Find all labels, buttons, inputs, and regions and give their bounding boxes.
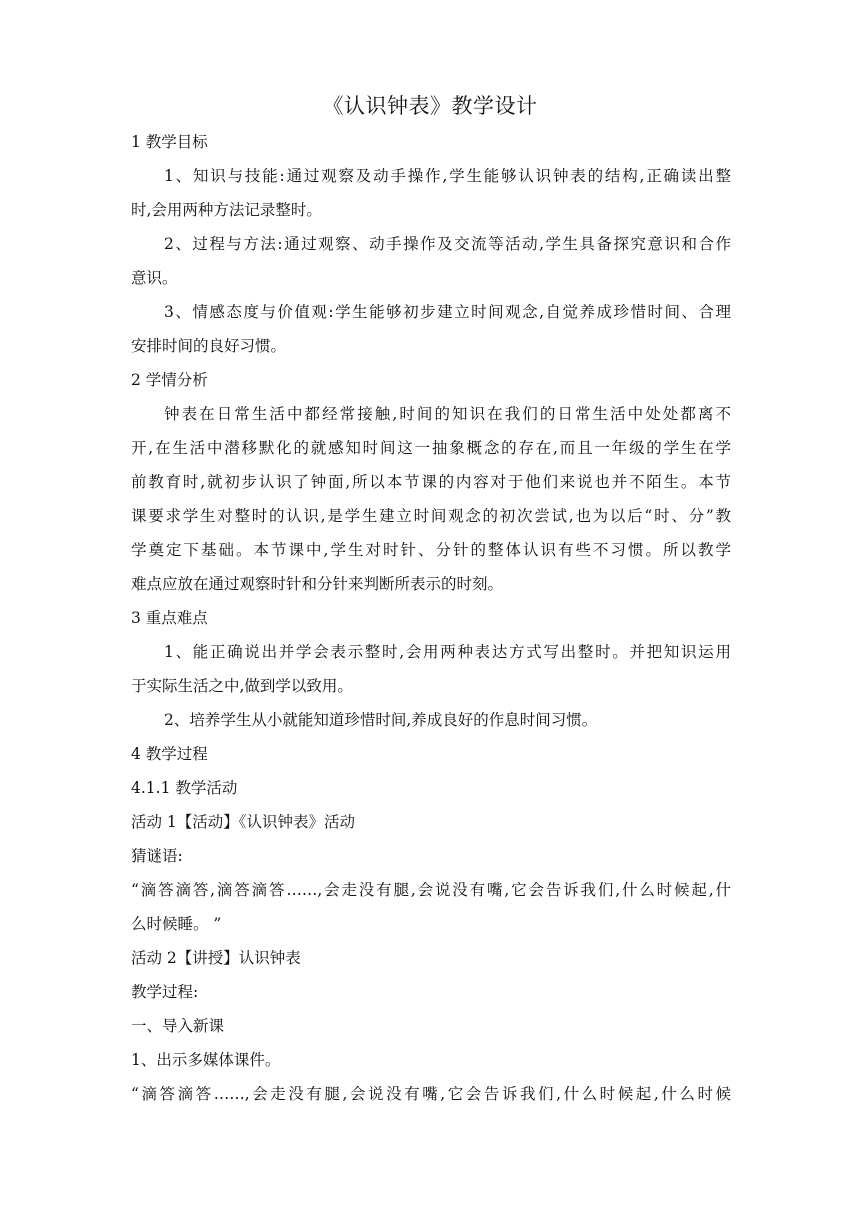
paragraph-line: 课要求学生对整时的认识,是学生建立时间观念的初次尝试,也为以后“时、分”教: [131, 507, 731, 525]
paragraph-line: 安排时间的良好习惯。: [131, 337, 287, 355]
paragraph-line: 时,会用两种方法记录整时。: [131, 201, 322, 219]
paragraph-line: 意识。: [131, 269, 178, 287]
paragraph-line: 2、培养学生从小就能知道珍惜时间,养成良好的作息时间习惯。: [164, 711, 598, 729]
paragraph-line: 么时候睡。 ”: [131, 915, 222, 933]
activity-heading: 活动 2【讲授】认识钟表: [131, 949, 301, 967]
paragraph-line: 学奠定下基础。本节课中,学生对时针、分针的整体认识有些不习惯。所以教学: [131, 541, 731, 559]
section-heading-process: 4 教学过程: [131, 745, 208, 763]
document-title: 《认识钟表》教学设计: [322, 94, 538, 118]
subsection-heading: 4.1.1 教学活动: [131, 779, 238, 797]
paragraph-line: 钟表在日常生活中都经常接触,时间的知识在我们的日常生活中处处都离不: [164, 405, 731, 423]
section-heading-key-points: 3 重点难点: [131, 609, 208, 627]
paragraph-line: 1、能正确说出并学会表示整时,会用两种表达方式写出整时。并把知识运用: [164, 643, 731, 661]
paragraph-line: 3、情感态度与价值观:学生能够初步建立时间观念,自觉养成珍惜时间、合理: [164, 303, 731, 321]
paragraph-line: 教学过程:: [131, 983, 199, 1001]
paragraph-line: 开,在生活中潜移默化的就感知时间这一抽象概念的存在,而且一年级的学生在学: [131, 439, 731, 457]
paragraph-line: 1、出示多媒体课件。: [131, 1051, 281, 1069]
section-heading-objectives: 1 教学目标: [131, 133, 208, 151]
paragraph-line: 于实际生活之中,做到学以致用。: [131, 677, 353, 695]
paragraph-line: 1、知识与技能:通过观察及动手操作,学生能够认识钟表的结构,正确读出整: [164, 167, 731, 185]
activity-heading: 活动 1【活动】《认识钟表》活动: [131, 813, 356, 831]
paragraph-line: “滴答滴答,滴答滴答……,会走没有腿,会说没有嘴,它会告诉我们,什么时候起,什: [131, 881, 731, 899]
paragraph-line: 难点应放在通过观察时针和分针来判断所表示的时刻。: [131, 575, 504, 593]
paragraph-line: 2、过程与方法:通过观察、动手操作及交流等活动,学生具备探究意识和合作: [164, 235, 731, 253]
paragraph-line: 一、导入新课: [131, 1017, 225, 1035]
paragraph-line: “滴答滴答……,会走没有腿,会说没有嘴,它会告诉我们,什么时候起,什么时候: [131, 1085, 731, 1103]
paragraph-line: 前教育时,就初步认识了钟面,所以本节课的内容对于他们来说也并不陌生。本节: [131, 473, 731, 491]
section-heading-analysis: 2 学情分析: [131, 371, 208, 389]
paragraph-line: 猜谜语:: [131, 847, 183, 865]
